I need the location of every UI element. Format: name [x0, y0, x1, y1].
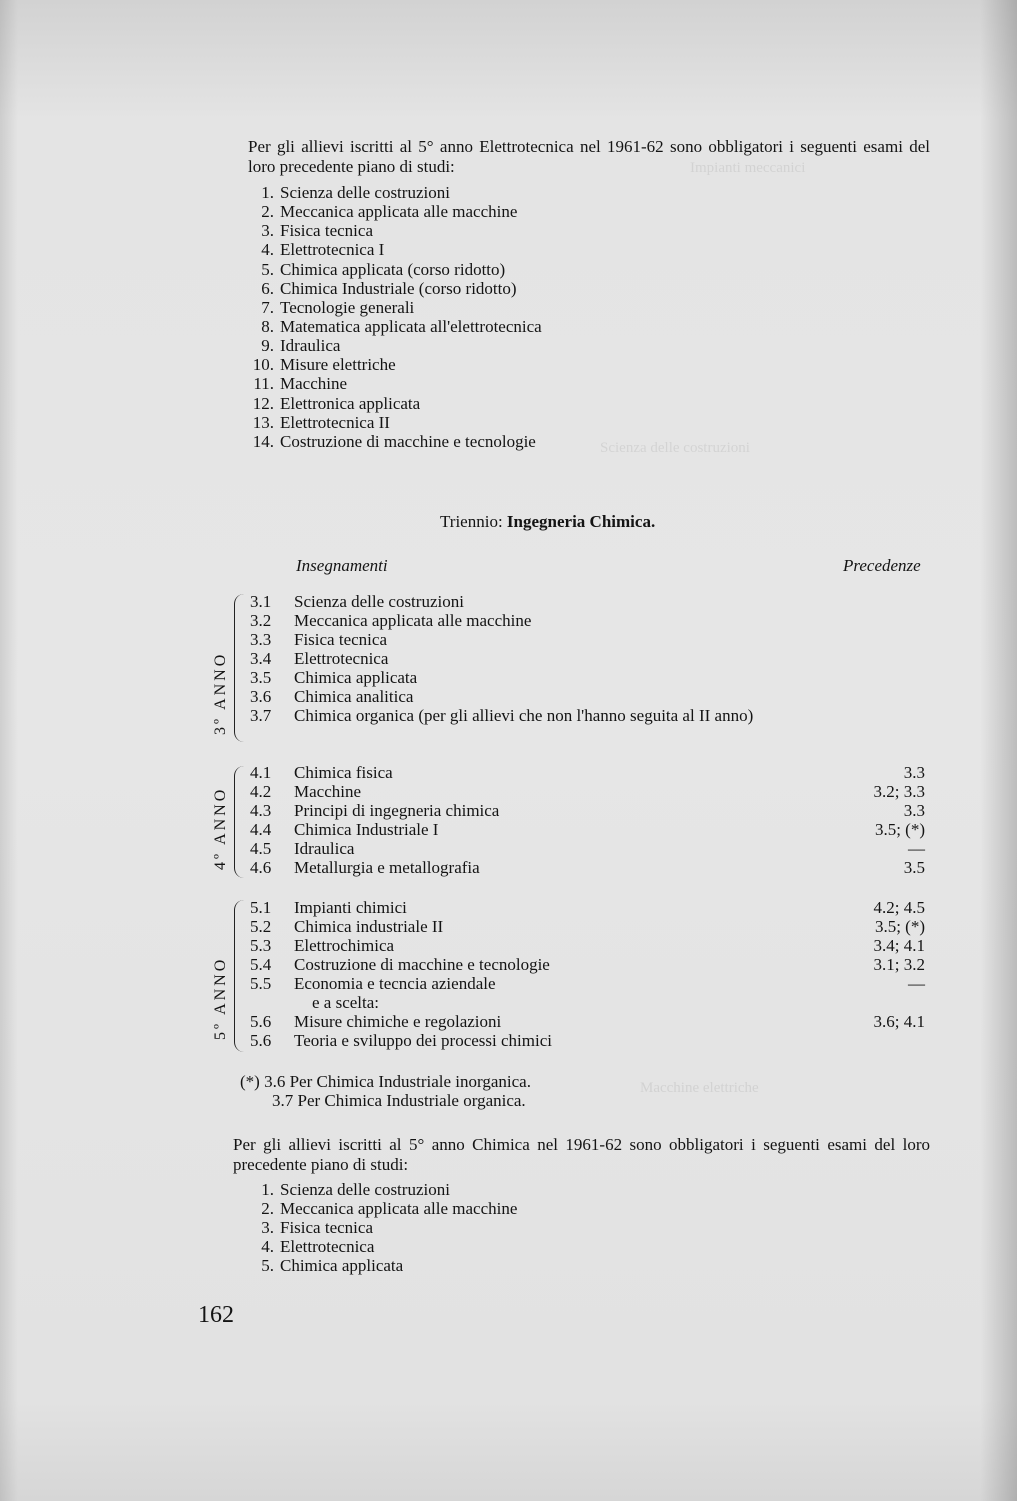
list-item: 10. Misure elettriche — [252, 355, 396, 374]
intro-paragraph: Per gli allievi iscritti al 5° anno Elettrotecnica nel 1961-62 sono obbligatori i seguenti esami del loro precedente piano di studi: — [248, 137, 930, 176]
course-prerequisites: — — [908, 974, 925, 993]
list-item: 14. Costruzione di macchine e tecnologie — [252, 432, 536, 451]
course-prerequisites: 3.1; 3.2 — [873, 955, 925, 974]
year-brace — [234, 900, 245, 1052]
list-item: 5. Chimica applicata — [261, 1256, 404, 1275]
course-prerequisites: 4.2; 4.5 — [873, 898, 925, 917]
course-name: Idraulica — [294, 839, 355, 858]
course-name: Scienza delle costruzioni — [294, 592, 464, 611]
year-label-3: 3º ANNO — [212, 651, 229, 735]
list-item: 1. Scienza delle costruzioni — [261, 183, 450, 202]
year-brace — [234, 594, 245, 742]
course-name: Chimica fisica — [294, 763, 393, 782]
list-item: 3. Fisica tecnica — [261, 1218, 373, 1237]
page-number: 162 — [198, 1302, 234, 1328]
bleed-through: Macchine elettriche — [640, 1080, 759, 1096]
column-header-precedenze: Precedenze — [843, 556, 921, 575]
course-prerequisites: 3.5; (*) — [874, 917, 925, 936]
course-name: Elettrotecnica — [294, 649, 389, 668]
course-code: 4.2 — [250, 782, 272, 801]
course-code: 4.6 — [250, 858, 272, 877]
elective-note: e a scelta: — [312, 993, 380, 1012]
list-item: 2. Meccanica applicata alle macchine — [261, 202, 518, 221]
course-code: 4.4 — [250, 820, 272, 839]
course-code: 5.1 — [250, 898, 272, 917]
list-item: 2. Meccanica applicata alle macchine — [261, 1199, 518, 1218]
course-prerequisites: — — [908, 839, 925, 858]
year-brace — [234, 766, 245, 878]
list-item: 1. Scienza delle costruzioni — [261, 1180, 450, 1199]
course-prerequisites: 3.5 — [903, 858, 925, 877]
course-name: Chimica Industriale I — [294, 820, 439, 839]
course-name: Chimica organica (per gli allievi che non l'hanno seguita al II anno) — [294, 706, 754, 725]
course-code: 5.2 — [250, 917, 272, 936]
year-label-5: 5º ANNO — [212, 956, 229, 1040]
course-code: 4.3 — [250, 801, 272, 820]
list-item: 4. Elettrotecnica I — [261, 240, 385, 259]
list-item: 8. Matematica applicata all'elettrotecnica — [261, 317, 542, 336]
list-item: 7. Tecnologie generali — [261, 298, 415, 317]
list-item: 9. Idraulica — [261, 336, 341, 355]
course-name: Principi di ingegneria chimica — [294, 801, 500, 820]
course-prerequisites: 3.2; 3.3 — [873, 782, 925, 801]
course-name: Impianti chimici — [294, 898, 407, 917]
course-code: 5.4 — [250, 955, 272, 974]
course-code: 3.5 — [250, 668, 272, 687]
course-name: Teoria e sviluppo dei processi chimici — [294, 1031, 552, 1050]
course-code: 3.6 — [250, 687, 272, 706]
list-item: 3. Fisica tecnica — [261, 221, 373, 240]
course-name: Elettrochimica — [294, 936, 395, 955]
bleed-through: Scienza delle costruzioni — [600, 440, 750, 456]
course-code: 3.4 — [250, 649, 272, 668]
footnote: (*) 3.6 Per Chimica Industriale inorganica. — [240, 1072, 531, 1091]
course-prerequisites: 3.5; (*) — [874, 820, 925, 839]
course-name: Meccanica applicata alle macchine — [294, 611, 532, 630]
course-prerequisites: 3.3 — [903, 801, 925, 820]
course-code: 3.2 — [250, 611, 272, 630]
course-name: Misure chimiche e regolazioni — [294, 1012, 502, 1031]
section-heading: Triennio: Ingegneria Chimica. — [440, 512, 656, 531]
footnote: 3.7 Per Chimica Industriale organica. — [272, 1091, 526, 1110]
course-code: 5.6 — [250, 1012, 272, 1031]
column-header-insegnamenti: Insegnamenti — [296, 556, 388, 575]
course-name: Costruzione di macchine e tecnologie — [294, 955, 550, 974]
course-code: 4.1 — [250, 763, 272, 782]
course-name: Chimica analitica — [294, 687, 414, 706]
course-name: Macchine — [294, 782, 362, 801]
bleed-through: Impianti meccanici — [690, 160, 806, 176]
course-name: Metallurgia e metallografia — [294, 858, 480, 877]
list-item: 4. Elettrotecnica — [261, 1237, 375, 1256]
list-item: 13. Elettrotecnica II — [252, 413, 390, 432]
course-prerequisites: 3.4; 4.1 — [873, 936, 925, 955]
list-item: 12. Elettronica applicata — [252, 394, 421, 413]
course-code: 5.5 — [250, 974, 272, 993]
course-code: 3.3 — [250, 630, 272, 649]
course-prerequisites: 3.3 — [903, 763, 925, 782]
course-code: 3.7 — [250, 706, 272, 725]
course-code: 5.3 — [250, 936, 272, 955]
course-code: 4.5 — [250, 839, 272, 858]
course-name: Economia e tecncia aziendale — [294, 974, 496, 993]
chimica-paragraph: Per gli allievi iscritti al 5° anno Chimica nel 1961-62 sono obbligatori i seguenti esami del loro precedente piano di studi: — [233, 1135, 930, 1174]
course-name: Chimica industriale II — [294, 917, 444, 936]
course-name: Chimica applicata — [294, 668, 418, 687]
list-item: 5. Chimica applicata (corso ridotto) — [261, 260, 506, 279]
list-item: 11. Macchine — [253, 374, 348, 393]
list-item: 6. Chimica Industriale (corso ridotto) — [261, 279, 517, 298]
course-code: 5.6 — [250, 1031, 272, 1050]
course-prerequisites: 3.6; 4.1 — [873, 1012, 925, 1031]
year-label-4: 4º ANNO — [212, 786, 229, 870]
course-code: 3.1 — [250, 592, 272, 611]
course-name: Fisica tecnica — [294, 630, 387, 649]
